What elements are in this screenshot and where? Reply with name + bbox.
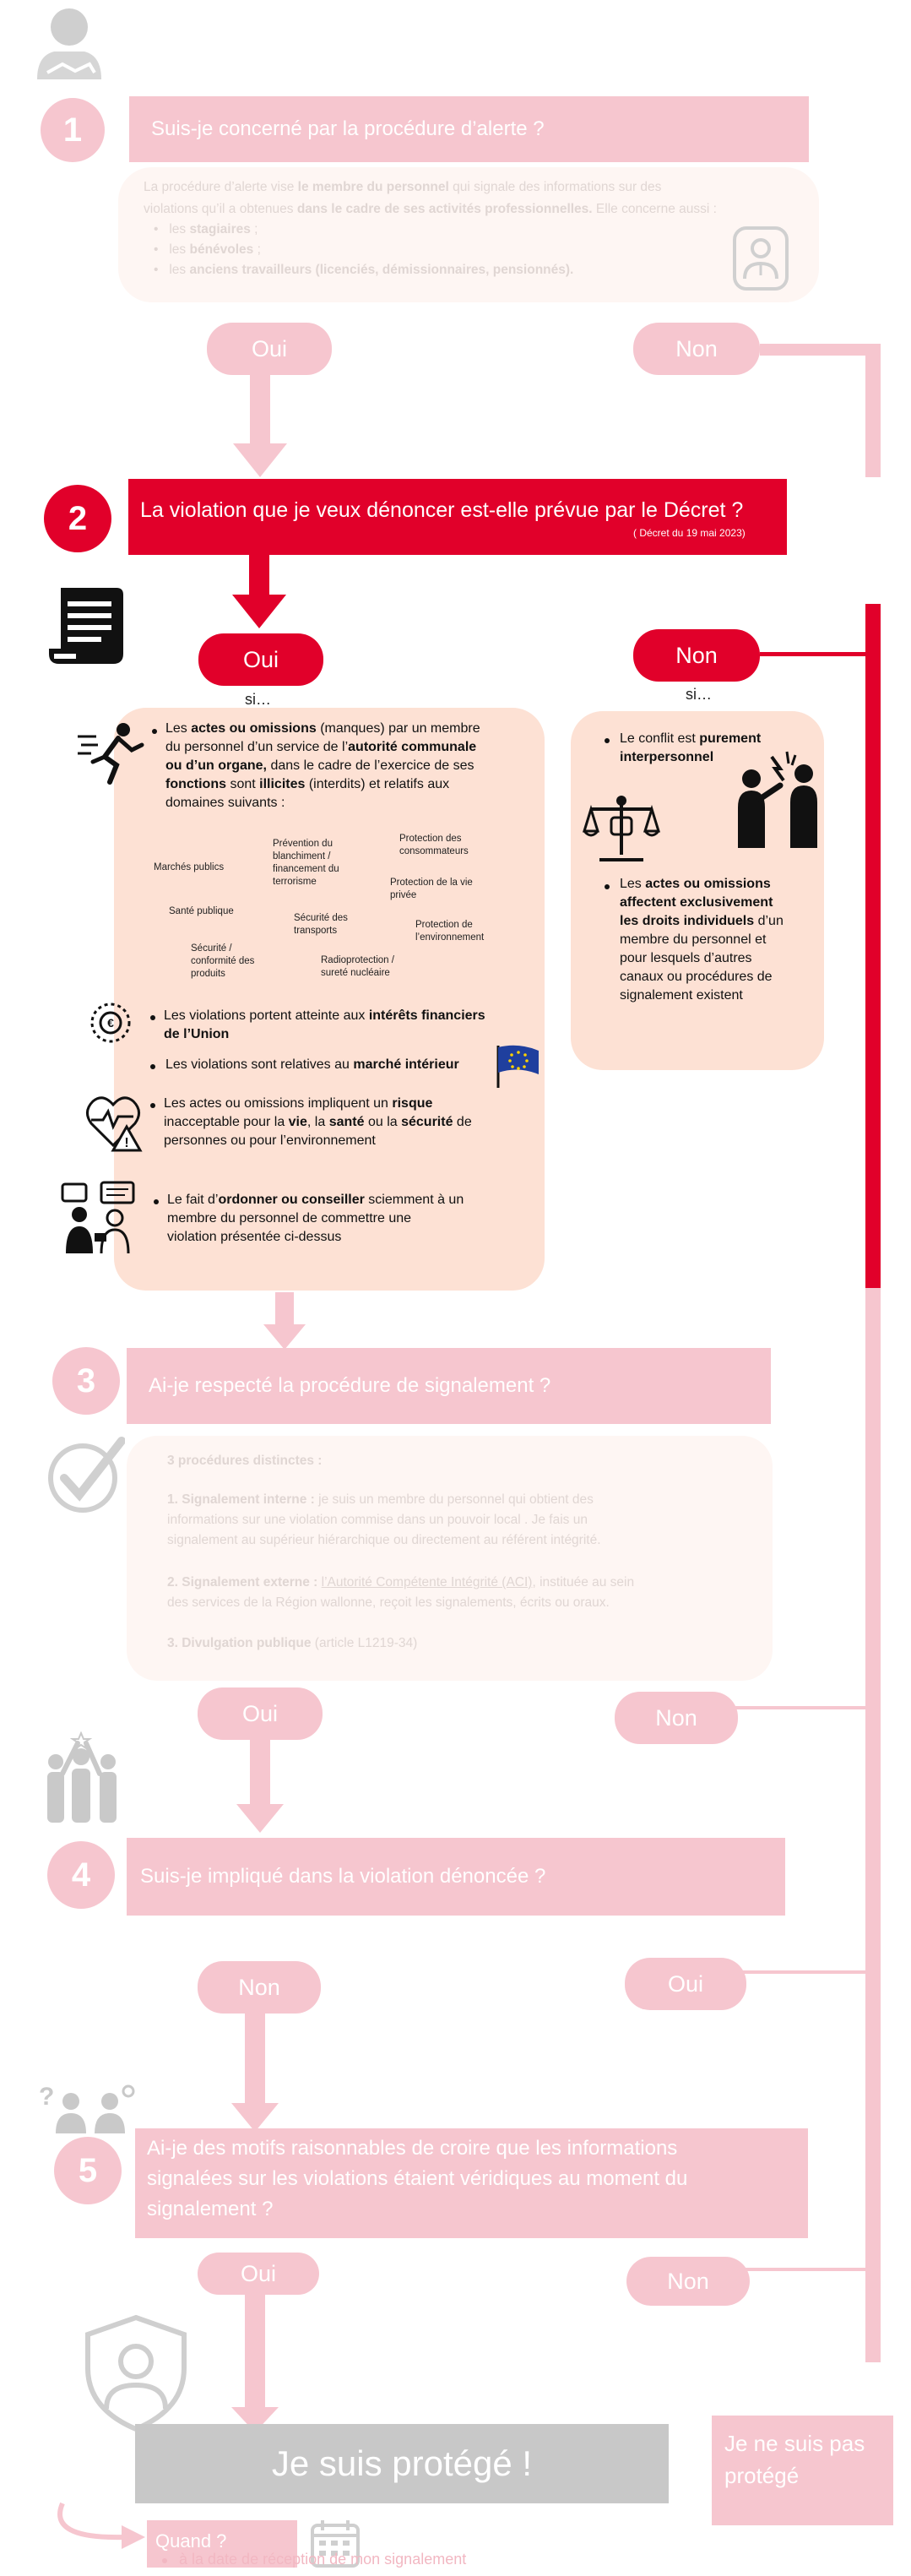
step2-question: La violation que je veux dénoncer est-elle prévue par le Décret ? (140, 498, 744, 522)
svg-text:€: € (107, 1016, 114, 1030)
domain-radioprotection: Radioprotection / sureté nucléaire (321, 955, 394, 978)
arrow-2-yes-shaft (249, 555, 269, 597)
step2-yes-bullet4: Les actes ou omissions impliquent un risque inacceptable pour la vie, la santé ou la sécurité de personnes ou pour l’environnement (164, 1096, 472, 1148)
domain-securite-transports: Sécurité des transports (294, 913, 348, 936)
bullet (150, 1103, 155, 1108)
when-item: à la date de réception de mon signalement (179, 2551, 467, 2568)
connector-oui-4 (743, 1970, 870, 1974)
domain-securite-produits: Sécurité / conformité des produits (191, 943, 255, 979)
arrow-3-4-shaft (250, 1740, 270, 1807)
step5-question-line3: signalement ? (147, 2198, 274, 2220)
step1-number: 1 (41, 98, 105, 162)
question-idea-icon (37, 2079, 137, 2133)
step1-no-button[interactable]: Non (633, 323, 760, 375)
step3-title: 3 procédures distinctes : (167, 1454, 323, 1468)
arrow-4-5-shaft (245, 2014, 265, 2106)
scales-justice-icon (583, 792, 660, 865)
connector-non-3 (735, 1706, 870, 1709)
running-person-icon (74, 720, 150, 787)
step3-question: Ai-je respecté la procédure de signalement ? (127, 1348, 771, 1424)
step5-yes-button[interactable]: Oui (198, 2253, 319, 2295)
step3-number: 3 (52, 1347, 120, 1415)
step2-yes-si: si… (245, 691, 271, 708)
step1-question: Suis-je concerné par la procédure d’alerte ? (129, 96, 809, 162)
arrow-2-yes-head (232, 595, 286, 628)
protected-text: Je suis protégé ! (271, 2443, 533, 2483)
bullet (162, 2558, 167, 2563)
step5-number: 5 (54, 2137, 122, 2204)
bullet (150, 1064, 155, 1069)
step2-yes-bullet1: Les actes ou omissions (manques) par un membre du personnel d’un service de l’autorité communale ou d’un organe, dans le cadre de l’exercice de ses fonctions sont illicites (interdits) et relatifs aux domaines suivants : (165, 721, 480, 810)
domain-sante-publique: Santé publique (169, 906, 234, 916)
step2-yes-button[interactable]: Oui (198, 633, 323, 686)
connector-non-5 (739, 2268, 870, 2271)
curved-arrow-icon (51, 2500, 152, 2556)
svg-text:?: ? (39, 2083, 55, 2111)
arrow-2-3-shaft (275, 1292, 294, 1328)
arrow-1-2-head (233, 443, 287, 477)
advice-people-icon (59, 1181, 140, 1257)
step1-intro-line2: violations qu’il a obtenues dans le cadre de ses activités professionnelles. Elle concerne aussi : (144, 202, 717, 216)
handshake-person-icon (29, 5, 113, 81)
arrow-2-3-head (263, 1324, 306, 1350)
step1-item-stagiaires: • les stagiaires ; (154, 222, 258, 236)
step3-procedure-externe: 2. Signalement externe : l’Autorité Compétente Intégrité (ACI), instituée au sein des services de la Région wallonne, reçoit les signalements, écrits ou oraux. (167, 1575, 635, 1610)
arrow-3-4-head (236, 1804, 284, 1833)
step4-no-button[interactable]: Non (198, 1961, 321, 2014)
team-celebration-icon (37, 1731, 128, 1824)
step3-procedure-interne: 1. Signalement interne : je suis un membre du personnel qui obtient des informations sur une violation commise dans un pouvoir local . Je fais un signalement au supérieur hiérarchique ou directement au référent intégrité. (167, 1492, 601, 1547)
connector-non-1 (760, 344, 870, 356)
arrow-1-2-shaft (250, 375, 270, 448)
step1-item-benevoles: • les bénévoles ; (154, 242, 261, 257)
domain-protection-consommateurs: Protection des consommateurs (399, 834, 469, 856)
health-risk-icon (84, 1093, 147, 1152)
step2-yes-bullet3: Les violations sont relatives au marché intérieur (165, 1057, 459, 1072)
step2-yes-bullet5: Le fait d’ordonner ou conseiller sciemment à un membre du personnel de commettre une violation présentée ci-dessus (167, 1193, 464, 1244)
svg-text:!: ! (124, 1136, 129, 1150)
checkmark-icon (46, 1436, 125, 1515)
step3-yes-button[interactable]: Oui (198, 1687, 323, 1740)
bullet (154, 1199, 159, 1204)
domain-marches-publics: Marchés publics (154, 862, 225, 872)
step4-number: 4 (47, 1841, 115, 1909)
step5-no-button[interactable]: Non (626, 2257, 750, 2306)
employee-icon (733, 226, 789, 291)
step2-no-bullet1: Le conflit est purement interpersonnel (620, 731, 762, 764)
financial-interest-icon (84, 997, 137, 1049)
when-label: Quand ? (155, 2530, 227, 2552)
domain-vie-privee: Protection de la vie privée (390, 878, 473, 900)
step2-yes-bullet2: Les violations portent atteinte aux intérêts financiers de l’Union (164, 1008, 485, 1041)
step5-question-line1: Ai-je des motifs raisonnables de croire que les informations (147, 2137, 678, 2160)
step4-yes-button[interactable]: Oui (625, 1958, 746, 2010)
step5-question-line2: signalées sur les violations étaient véridiques au moment du (147, 2167, 688, 2190)
eu-flag-icon (493, 1044, 542, 1090)
step2-no-bullet2: Les actes ou omissions affectent exclusivement les droits individuels d’un membre du personnel et pour lesquels d’autres canaux ou procédures de signalement existent (620, 877, 784, 1003)
not-protected-line2: protégé (724, 2463, 800, 2488)
step2-reference: ( Décret du 19 mai 2023) (633, 527, 746, 539)
conflict-people-icon (735, 748, 824, 850)
bullet (152, 729, 157, 734)
shield-person-icon (81, 2314, 191, 2432)
step1-intro-line1: La procédure d’alerte vise le membre du personnel qui signale des informations sur des (144, 180, 662, 194)
bullet (605, 884, 610, 889)
step2-number: 2 (44, 485, 111, 552)
step3-no-button[interactable]: Non (615, 1692, 738, 1744)
bullet (605, 738, 610, 743)
step1-yes-button[interactable]: Oui (207, 323, 332, 375)
connector-non-2 (760, 652, 870, 656)
scroll-document-icon (42, 581, 130, 669)
step4-question: Suis-je impliqué dans la violation dénoncée ? (127, 1838, 785, 1916)
step2-no-button[interactable]: Non (633, 629, 760, 682)
step1-item-anciens: • les anciens travailleurs (licenciés, démissionnaires, pensionnés). (154, 263, 574, 277)
domain-prevention-blanchiment: Prévention du blanchiment / financement du terrorisme (273, 839, 339, 887)
step3-divulgation: 3. Divulgation publique (article L1219-34) (167, 1636, 418, 1650)
domain-protection-environnement: Protection de l’environnement (415, 920, 485, 943)
arrow-4-5-head (231, 2103, 279, 2132)
step2-no-si: si… (686, 686, 712, 703)
not-protected-line1: Je ne suis pas (724, 2431, 865, 2456)
bullet (150, 1015, 155, 1020)
arrow-5-result-shaft (245, 2295, 265, 2413)
